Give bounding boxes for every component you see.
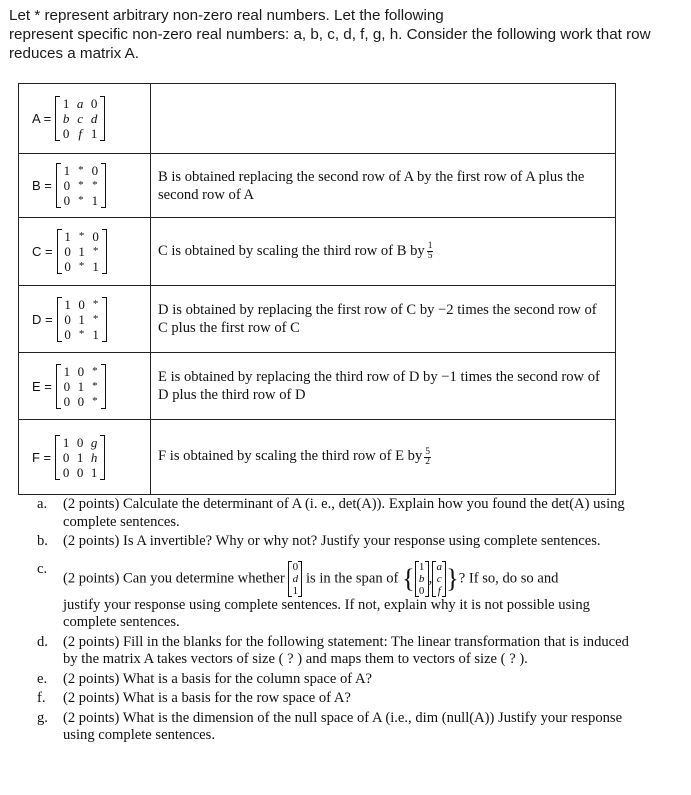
fraction-numerator: 5 bbox=[425, 446, 431, 457]
matrix-entry: 0 bbox=[64, 244, 71, 259]
fraction-denominator: 2 bbox=[425, 456, 431, 467]
matrix-entry: 0 bbox=[63, 178, 71, 193]
step-row bbox=[19, 218, 616, 286]
question-list bbox=[37, 496, 647, 747]
matrix-entry: 0 bbox=[63, 378, 71, 394]
matrix-entry: 0 bbox=[77, 393, 85, 409]
matrix-entry: 0 bbox=[76, 464, 84, 480]
matrix-cell bbox=[19, 218, 151, 286]
matrix-entry: 0 bbox=[64, 326, 71, 342]
fraction-numerator: 1 bbox=[427, 241, 433, 252]
vector-entry: d bbox=[292, 572, 299, 585]
matrix-cell bbox=[19, 286, 151, 353]
matrix-entry: 0 bbox=[77, 363, 85, 379]
question-c-rest: justify your response using complete sentences. If not, explain why it is not possible using complete sentences. bbox=[63, 596, 590, 630]
question-text: (2 points) Fill in the blanks for the following statement: The linear transformation that is induced by the matrix A takes vectors of size ( ? ) and maps them to vectors of size ( ? ). bbox=[63, 633, 629, 667]
fraction-denominator: 5 bbox=[427, 251, 433, 262]
vector-entry: 0 bbox=[418, 584, 425, 597]
matrix-entry: 1 bbox=[90, 126, 98, 141]
matrix-entry: * bbox=[78, 260, 85, 272]
matrix-label: D = bbox=[32, 311, 53, 327]
row-reduction-table bbox=[18, 83, 616, 495]
right-brace: } bbox=[446, 563, 459, 593]
matrix-entry: f bbox=[78, 126, 82, 141]
description-text: F is obtained by scaling the third row of E by bbox=[158, 448, 423, 465]
matrix-entry: 1 bbox=[91, 193, 99, 208]
matrix-entry: c bbox=[77, 111, 84, 126]
vector-entry: 1 bbox=[292, 584, 299, 597]
matrix-entry: 1 bbox=[92, 326, 99, 342]
scale-fraction bbox=[427, 242, 434, 261]
intro-paragraph bbox=[9, 6, 685, 63]
matrix-entry: 0 bbox=[76, 434, 84, 450]
matrix bbox=[57, 229, 107, 274]
step-description bbox=[151, 218, 616, 286]
description-text: B is obtained replacing the second row of A by the first row of A plus the second row of A bbox=[158, 168, 585, 203]
question-letter: a. bbox=[37, 496, 48, 512]
matrix-entry: 1 bbox=[63, 163, 71, 178]
matrix bbox=[56, 163, 106, 208]
matrix-entry: b bbox=[62, 111, 70, 126]
matrix-entry: * bbox=[92, 179, 98, 191]
vector-entry: c bbox=[436, 572, 442, 585]
question-f bbox=[37, 690, 647, 708]
matrix-entry: 1 bbox=[76, 449, 84, 465]
step-description bbox=[151, 420, 616, 495]
matrix bbox=[55, 435, 105, 480]
matrix-entry: * bbox=[92, 297, 99, 310]
matrix-label: B = bbox=[32, 178, 52, 193]
question-a bbox=[37, 496, 647, 531]
question-letter: c. bbox=[37, 560, 48, 577]
matrix-cell bbox=[19, 420, 151, 495]
question-g bbox=[37, 710, 647, 745]
description-text: C is obtained by scaling the third row of B by bbox=[158, 242, 425, 259]
vector-entry: 1 bbox=[418, 560, 425, 573]
matrix-entry: * bbox=[78, 179, 84, 191]
matrix-label: F = bbox=[32, 449, 52, 465]
vector-entry: b bbox=[418, 572, 425, 585]
matrix-label: E = bbox=[32, 378, 52, 394]
question-c bbox=[37, 561, 647, 632]
question-text: (2 points) What is a basis for the column space of A? bbox=[63, 670, 372, 687]
matrix-entry: 1 bbox=[64, 296, 71, 312]
step-row bbox=[19, 154, 616, 218]
question-letter: b. bbox=[37, 533, 48, 549]
matrix-entry: 1 bbox=[90, 464, 98, 480]
description-text: D is obtained by replacing the first row of C by −2 times the second row of C plus the first row of C bbox=[158, 302, 597, 336]
left-brace: { bbox=[402, 563, 415, 593]
matrix-entry: 0 bbox=[62, 126, 70, 141]
description-text: E is obtained by replacing the third row of D by −1 times the second row of D plus the third row of D bbox=[158, 369, 600, 403]
question-letter: f. bbox=[37, 690, 46, 706]
step-row bbox=[19, 353, 616, 420]
matrix-entry: 0 bbox=[92, 229, 99, 244]
question-d bbox=[37, 634, 647, 669]
matrix-entry: 0 bbox=[78, 296, 85, 312]
matrix-entry: 0 bbox=[63, 393, 71, 409]
matrix-entry: 0 bbox=[64, 311, 71, 327]
question-e bbox=[37, 671, 647, 689]
matrix-entry: h bbox=[90, 449, 98, 465]
matrix-entry: 1 bbox=[62, 96, 70, 111]
matrix-entry: 0 bbox=[91, 163, 99, 178]
question-letter: d. bbox=[37, 633, 48, 650]
step-row bbox=[19, 84, 616, 154]
matrix-entry: 0 bbox=[62, 449, 70, 465]
question-text: (2 points) What is a basis for the row space of A? bbox=[63, 690, 351, 706]
vector-entry: 0 bbox=[292, 560, 299, 573]
matrix-entry: * bbox=[78, 194, 84, 206]
matrix-entry: g bbox=[90, 434, 98, 450]
question-c-pre: (2 points) Can you determine whether bbox=[63, 569, 285, 586]
matrix-entry: * bbox=[92, 394, 98, 407]
matrix-entry: a bbox=[76, 96, 84, 111]
question-text: (2 points) Is A invertible? Why or why not? Justify your response using complete sentences. bbox=[63, 533, 601, 549]
matrix-entry: 1 bbox=[77, 378, 85, 394]
step-row bbox=[19, 420, 616, 495]
question-letter: g. bbox=[37, 709, 48, 726]
matrix-entry: 0 bbox=[64, 259, 71, 274]
question-text: (2 points) What is the dimension of the null space of A (i.e., dim (null(A)) Justify your response using complete sentences. bbox=[63, 709, 623, 743]
matrix-entry: * bbox=[78, 230, 85, 242]
matrix-entry: * bbox=[92, 379, 98, 392]
matrix bbox=[56, 364, 106, 409]
matrix-entry: 1 bbox=[92, 259, 99, 274]
matrix-cell bbox=[19, 84, 151, 154]
vector-entry: f bbox=[437, 584, 441, 597]
matrix-entry: * bbox=[92, 312, 99, 325]
matrix-entry: 1 bbox=[78, 311, 85, 327]
matrix-label: C = bbox=[32, 244, 53, 259]
matrix-entry: 1 bbox=[62, 434, 70, 450]
intro-line-1: Let * represent arbitrary non-zero real numbers. Let the following bbox=[9, 7, 444, 24]
matrix-entry: 1 bbox=[64, 229, 71, 244]
step-description bbox=[151, 154, 616, 218]
intro-line-2: represent specific non-zero real numbers: a, b, c, d, f, g, h. Consider the following work that row bbox=[9, 26, 651, 43]
vector-a-c-f bbox=[432, 561, 446, 597]
matrix bbox=[57, 297, 107, 342]
matrix-entry: * bbox=[92, 364, 98, 377]
matrix-entry: 1 bbox=[78, 244, 85, 259]
matrix-entry: 0 bbox=[62, 464, 70, 480]
matrix-label: A = bbox=[32, 111, 52, 126]
matrix-cell bbox=[19, 353, 151, 420]
matrix-entry: 1 bbox=[63, 363, 71, 379]
vector-0-d-1 bbox=[288, 561, 302, 597]
matrix-entry: * bbox=[78, 327, 85, 340]
question-c-post: ? If so, do so and bbox=[458, 569, 559, 586]
question-b bbox=[37, 533, 647, 551]
vector-1-b-0 bbox=[415, 561, 429, 597]
step-description bbox=[151, 353, 616, 420]
step-row bbox=[19, 286, 616, 353]
question-text: (2 points) Calculate the determinant of A (i. e., det(A)). Explain how you found the det(A) using complete sentences. bbox=[63, 496, 625, 530]
matrix-entry: * bbox=[78, 164, 84, 176]
matrix-cell bbox=[19, 154, 151, 218]
question-letter: e. bbox=[37, 670, 48, 687]
matrix-entry: 0 bbox=[90, 96, 98, 111]
matrix-entry: * bbox=[92, 245, 99, 257]
question-text bbox=[63, 561, 647, 632]
step-description bbox=[151, 286, 616, 353]
step-description bbox=[151, 84, 616, 154]
matrix bbox=[55, 96, 105, 141]
scale-fraction bbox=[424, 448, 431, 467]
vector-entry: a bbox=[436, 560, 442, 573]
vector-comma: , bbox=[428, 569, 433, 586]
matrix-entry: 0 bbox=[63, 193, 71, 208]
question-c-mid: is in the span of bbox=[306, 569, 399, 586]
matrix-entry: d bbox=[90, 111, 98, 126]
intro-line-3: reduces a matrix A. bbox=[9, 45, 139, 62]
